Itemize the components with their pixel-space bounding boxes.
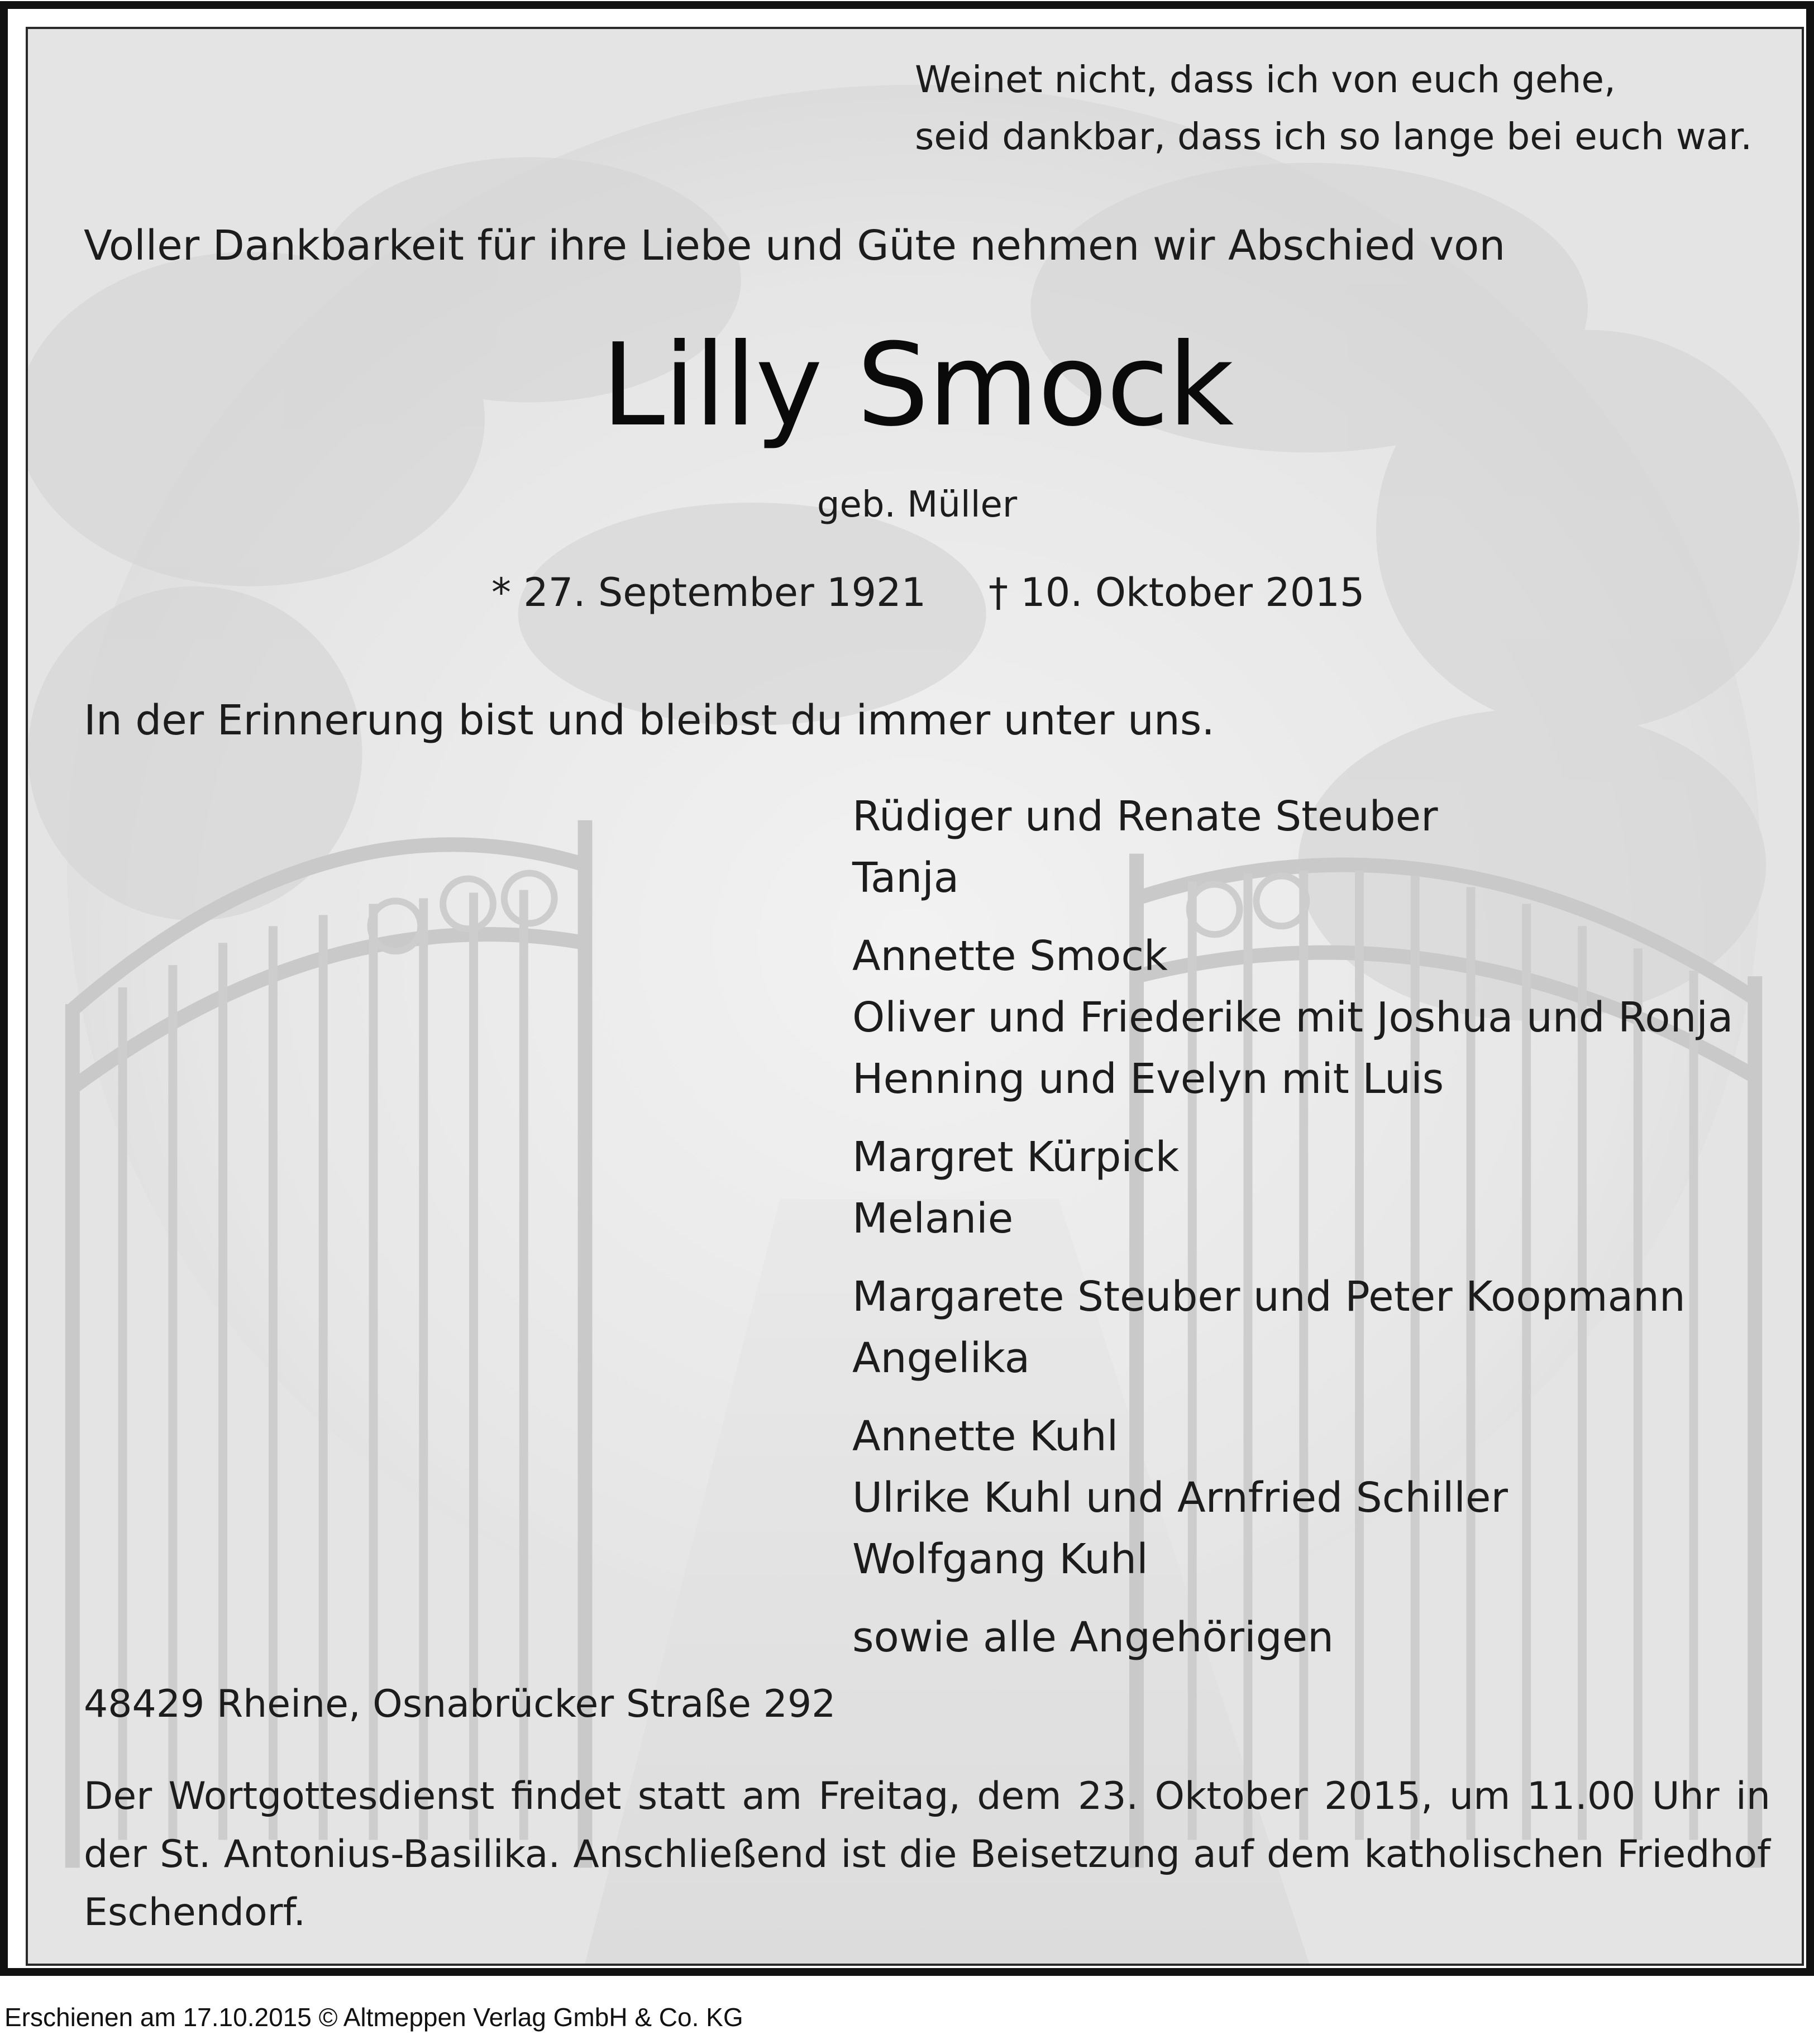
mourner-name: Annette Smock [852,932,1168,980]
mourner-name: Wolfgang Kuhl [852,1535,1148,1583]
birth-date: * 27. September 1921 [491,570,927,615]
mourner-name: Rüdiger und Renate Steuber [852,792,1438,840]
mourner-name: Melanie [852,1195,1014,1243]
quote-line-2: seid dankbar, dass ich so lange bei euch war. [915,115,1753,158]
intro-text: Voller Dankbarkeit für ihre Liebe und Güte nehmen wir Abschied von [84,222,1506,270]
mourner-name: Margarete Steuber und Peter Koopmann [852,1273,1686,1321]
mourner-group [852,1266,1733,1389]
mourner-name: Margret Kürpick [852,1133,1180,1181]
address: 48429 Rheine, Osnabrücker Straße 292 [84,1682,836,1726]
maiden-name: geb. Müller [817,484,1018,526]
mourner-group [852,1406,1733,1590]
mourner-name: Henning und Evelyn mit Luis [852,1055,1444,1103]
mourner-name: Oliver und Friederike mit Joshua und Ronja [852,994,1734,1042]
mourner-name: Angelika [852,1334,1030,1382]
mourner-group [852,786,1733,909]
mourner-name: Annette Kuhl [852,1412,1119,1460]
mourner-name: Tanja [852,854,959,902]
quote-line-1: Weinet nicht, dass ich von euch gehe, [915,58,1616,101]
quote-block [915,51,1752,165]
mourner-group [852,925,1733,1110]
deceased-name: Lilly Smock [601,319,1233,452]
mourner-name: Ulrike Kuhl und Arnfried Schiller [852,1474,1508,1522]
mourner-group [852,1126,1733,1249]
mourners-list [852,786,1733,1685]
obituary-panel [26,27,1804,1966]
death-date: † 10. Oktober 2015 [989,570,1365,615]
obituary-frame [0,1,1814,1976]
service-info: Der Wortgottesdienst findet statt am Freitag, dem 23. Oktober 2015, um 11.00 Uhr in der St. Antonius-Basilika. Anschließend ist die Beisetzung auf dem katholischen Friedhof Eschendorf. [84,1774,1770,1935]
mourner-group [852,1607,1733,1668]
memory-line: In der Erinnerung bist und bleibst du immer unter uns. [84,696,1215,744]
mourner-name: sowie alle Angehörigen [852,1613,1334,1661]
publication-footer: Erschienen am 17.10.2015 © Altmeppen Verlag GmbH & Co. KG [4,2003,743,2032]
